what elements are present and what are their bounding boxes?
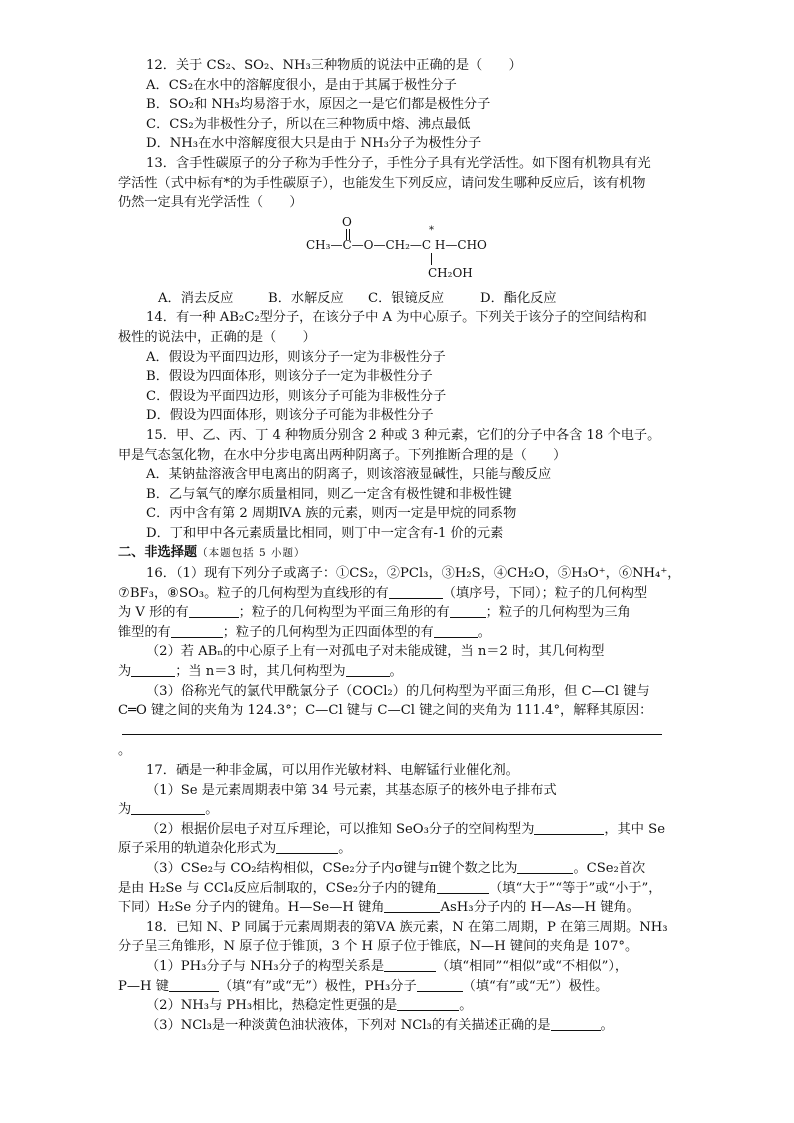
q16-text: （填序号，下同）；粒子的几何构型 (442, 585, 648, 601)
q15-option-b: B．乙与氧气的摩尔质量相同，则乙一定含有极性键和非极性键 (146, 486, 512, 502)
carbonyl-oxygen: O (342, 214, 352, 229)
answer-blank[interactable] (171, 624, 223, 638)
q17-text: AsH₃分子内的 H—As—H 键角。 (440, 900, 640, 916)
answer-blank[interactable] (384, 899, 440, 913)
answer-blank[interactable] (169, 978, 219, 992)
q18-text: 。 (459, 998, 473, 1014)
q18-text: （3）NCl₃是一种淡黄色油状液体，下列对 NCl₃的有关描述正确的是 (146, 1017, 551, 1033)
section-heading (118, 543, 678, 564)
q17-text: 。 (338, 841, 352, 857)
q17-stem: 17．硒是一种非金属，可以用作光敏材料、电解锰行业催化剂。 (146, 763, 519, 778)
q16-text: ；粒子的几何构型为三角 (485, 605, 631, 621)
q18-part2 (118, 996, 678, 1016)
q18-text: （1）PH₃分子与 NH₃分子的构型关系是 (146, 958, 385, 974)
q17-part2-line2 (118, 839, 678, 859)
branch-bond (431, 253, 432, 265)
answer-blank[interactable] (551, 1017, 601, 1031)
q17-text: 下同）H₂Se 分子内的键角。H—Se—H 键角 (118, 900, 385, 916)
q17-text: 。CSe₂首次 (573, 860, 646, 876)
answer-blank[interactable] (534, 821, 604, 835)
q13-option-a: A．消去反应 (158, 290, 234, 306)
q16-part2-line1: （2）若 ABₙ的中心原子上有一对孤电子对未能成键，当 n＝2 时，其几何构型 (146, 644, 605, 660)
answer-blank[interactable] (131, 801, 205, 815)
q14-option-d: D．假设为四面体形，则该分子可能为非极性分子 (146, 408, 434, 424)
answer-blank[interactable] (434, 624, 478, 638)
q16-text: 为 V 形的有 (118, 605, 189, 621)
q13-options (118, 289, 678, 309)
q16-text: ；粒子的几何构型为平面三角形的有 (238, 605, 450, 621)
q17-text: ，其中 Se (604, 821, 665, 837)
q17-text: （填“大于”“等于”或“小于”， (489, 880, 662, 896)
q12-option-c: C．CS₂为非极性分子，所以在三种物质中熔、沸点最低 (146, 116, 471, 132)
q18-text: P—H 键 (118, 978, 169, 994)
answer-blank[interactable] (437, 880, 489, 894)
answer-blank[interactable] (417, 978, 463, 992)
answer-blank[interactable] (389, 585, 443, 599)
answer-blank[interactable] (346, 663, 390, 677)
q16-line4 (118, 623, 678, 643)
q14-option-c: C．假设为平面四边形，则该分子可能为非极性分子 (146, 388, 447, 404)
q13-option-d: D．酯化反应 (480, 290, 557, 306)
q18-part1-line1 (118, 957, 678, 977)
q16-part3-line1: （3）俗称光气的氯代甲酰氯分子（COCl₂）的几何构型为平面三角形，但 C—Cl 键与 (146, 683, 650, 699)
q17-text: 原子采用的轨道杂化形式为 (118, 841, 277, 857)
q13-option-b: B．水解反应 (268, 290, 344, 306)
q16-text: 锥型的有 (118, 624, 171, 640)
answer-line[interactable] (122, 721, 662, 735)
q13-stem-line3: 仍然一定具有光学活性（ ） (118, 195, 303, 211)
q18-part3 (118, 1016, 678, 1036)
q12-option-b: B．SO₂和 NH₃均易溶于水，原因之一是它们都是极性分子 (146, 97, 491, 113)
answer-blank[interactable] (384, 958, 436, 972)
q14-stem-line1: 14．有一种 AB₂C₂型分子，在该分子中 A 为中心原子。下列关于该分子的空间结构和 (146, 310, 647, 326)
q15-stem-line2: 甲是气态氢化物，在水中分步电离出两种阴离子。下列推断合理的是（ ） (118, 447, 567, 463)
answer-blank[interactable] (189, 604, 239, 618)
q16-line3 (118, 603, 678, 623)
q17-text: 为 (118, 802, 132, 818)
q15-stem-line1: 15．甲、乙、丙、丁 4 种物质分别含 2 种或 3 种元素，它们的分子中各含 18 个电子。 (146, 427, 661, 443)
q16-part2-line2 (118, 662, 678, 682)
q18-text: （填“有”或“无”）极性。 (462, 978, 609, 994)
q17-part1-line1: （1）Se 是元素周期表中第 34 号元素，其基态原子的核外电子排布式 (146, 782, 557, 798)
q14-option-b: B．假设为四面体形，则该分子一定为非极性分子 (146, 369, 433, 385)
q16-line2 (118, 584, 678, 604)
q18-part1-line2 (118, 977, 678, 997)
q17-text: （3）CSe₂与 CO₂结构相似，CSe₂分子内σ键与π键个数之比为 (146, 860, 518, 876)
answer-blank[interactable] (276, 840, 338, 854)
q18-text: （2）NH₃与 PH₃相比，热稳定性更强的是 (146, 998, 398, 1014)
q18-stem-line2: 分子呈三角锥形，N 原子位于锥顶，3 个 H 原子位于锥底，N—H 键间的夹角是 107°。 (118, 939, 639, 955)
q16-part3-end: 。 (118, 743, 132, 759)
q16-part3-answer (118, 721, 678, 742)
q14-stem-line2: 极性的说法中，正确的是（ ） (118, 329, 316, 345)
answer-blank[interactable] (131, 663, 175, 677)
q16-part3-line2: C═O 键之间的夹角为 124.3°；C—Cl 键与 C—Cl 键之间的夹角为 111.4°，解释其原因： (118, 703, 653, 719)
q17-part3-line2 (118, 879, 678, 899)
formula-main-chain: CH₃—C—O—CH₂—C H—CHO (306, 237, 487, 252)
chiral-star: * (429, 224, 434, 236)
q17-part1-line2 (118, 800, 678, 820)
q13-option-c: C．银镜反应 (368, 290, 445, 306)
q17-text: （2）根据价层电子对互斥理论，可以推知 SeO₃分子的空间构型为 (146, 821, 535, 837)
q15-option-d: D．丁和甲中各元素质量比相同，则丁中一定含有-1 价的元素 (146, 525, 504, 541)
answer-blank[interactable] (517, 860, 573, 874)
q18-text: 。 (600, 1017, 614, 1033)
q17-part2-line1 (118, 820, 678, 840)
q16-text: ⑦BF₃，⑧SO₃。粒子的几何构型为直线形的有 (118, 585, 389, 601)
section-title: 二、非选择题 (118, 545, 198, 561)
section-note: （本题包括 5 小题） (197, 547, 306, 560)
q17-part3-line3 (118, 898, 678, 918)
answer-blank[interactable] (450, 604, 486, 618)
q16-text: 。 (477, 624, 491, 640)
q16-text: 为 (118, 664, 132, 680)
q17-part3-line1 (118, 859, 678, 879)
structural-formula (118, 213, 678, 287)
q12-stem: 12．关于 CS₂、SO₂、NH₃三种物质的说法中正确的是（ ） (146, 58, 522, 73)
formula-branch: CH₂OH (428, 265, 473, 280)
q18-text: （填“有”或“无”）极性，PH₃分子 (218, 978, 417, 994)
q16-text: 。 (389, 664, 403, 680)
q12-option-d: D．NH₃在水中溶解度很大只是由于 NH₃分子为极性分子 (146, 136, 482, 152)
exam-page (118, 56, 681, 1035)
q15-option-c: C．丙中含有第 2 周期ⅣA 族的元素，则丙一定是甲烷的同系物 (146, 506, 517, 522)
q17-text: 。 (205, 802, 219, 818)
q16-line1: 16．（1）现有下列分子或离子：①CS₂，②PCl₃，③H₂S，④CH₂O，⑤H₃O⁺，⑥NH₄⁺， (146, 566, 681, 582)
q13-stem-line2: 学活性（式中标有*的为手性碳原子），也能发生下列反应，请问发生哪种反应后，该有机物 (118, 175, 646, 191)
answer-blank[interactable] (397, 997, 459, 1011)
q15-option-a: A．某钠盐溶液含甲电离出的阴离子，则该溶液显碱性，只能与酸反应 (146, 467, 552, 483)
q18-text: （填“相同”“相似”或“不相似”）， (436, 958, 629, 974)
q18-stem-line1: 18．已知 N、P 同属于元素周期表的第ⅤA 族元素，N 在第二周期，P 在第三周期。NH₃ (146, 919, 668, 935)
q12-option-a: A．CS₂在水中的溶解度很小，是由于其属于极性分子 (146, 77, 457, 93)
q14-option-a: A．假设为平面四边形，则该分子一定为非极性分子 (146, 349, 446, 365)
q16-text: ；粒子的几何构型为正四面体型的有 (222, 624, 434, 640)
q16-text: ；当 n＝3 时，其几何构型为 (175, 664, 346, 680)
q17-text: 是由 H₂Se 与 CCl₄反应后制取的，CSe₂分子内的键角 (118, 880, 438, 896)
q13-stem-line1: 13．含手性碳原子的分子称为手性分子，手性分子具有光学活性。如下图有机物具有光 (146, 155, 651, 171)
